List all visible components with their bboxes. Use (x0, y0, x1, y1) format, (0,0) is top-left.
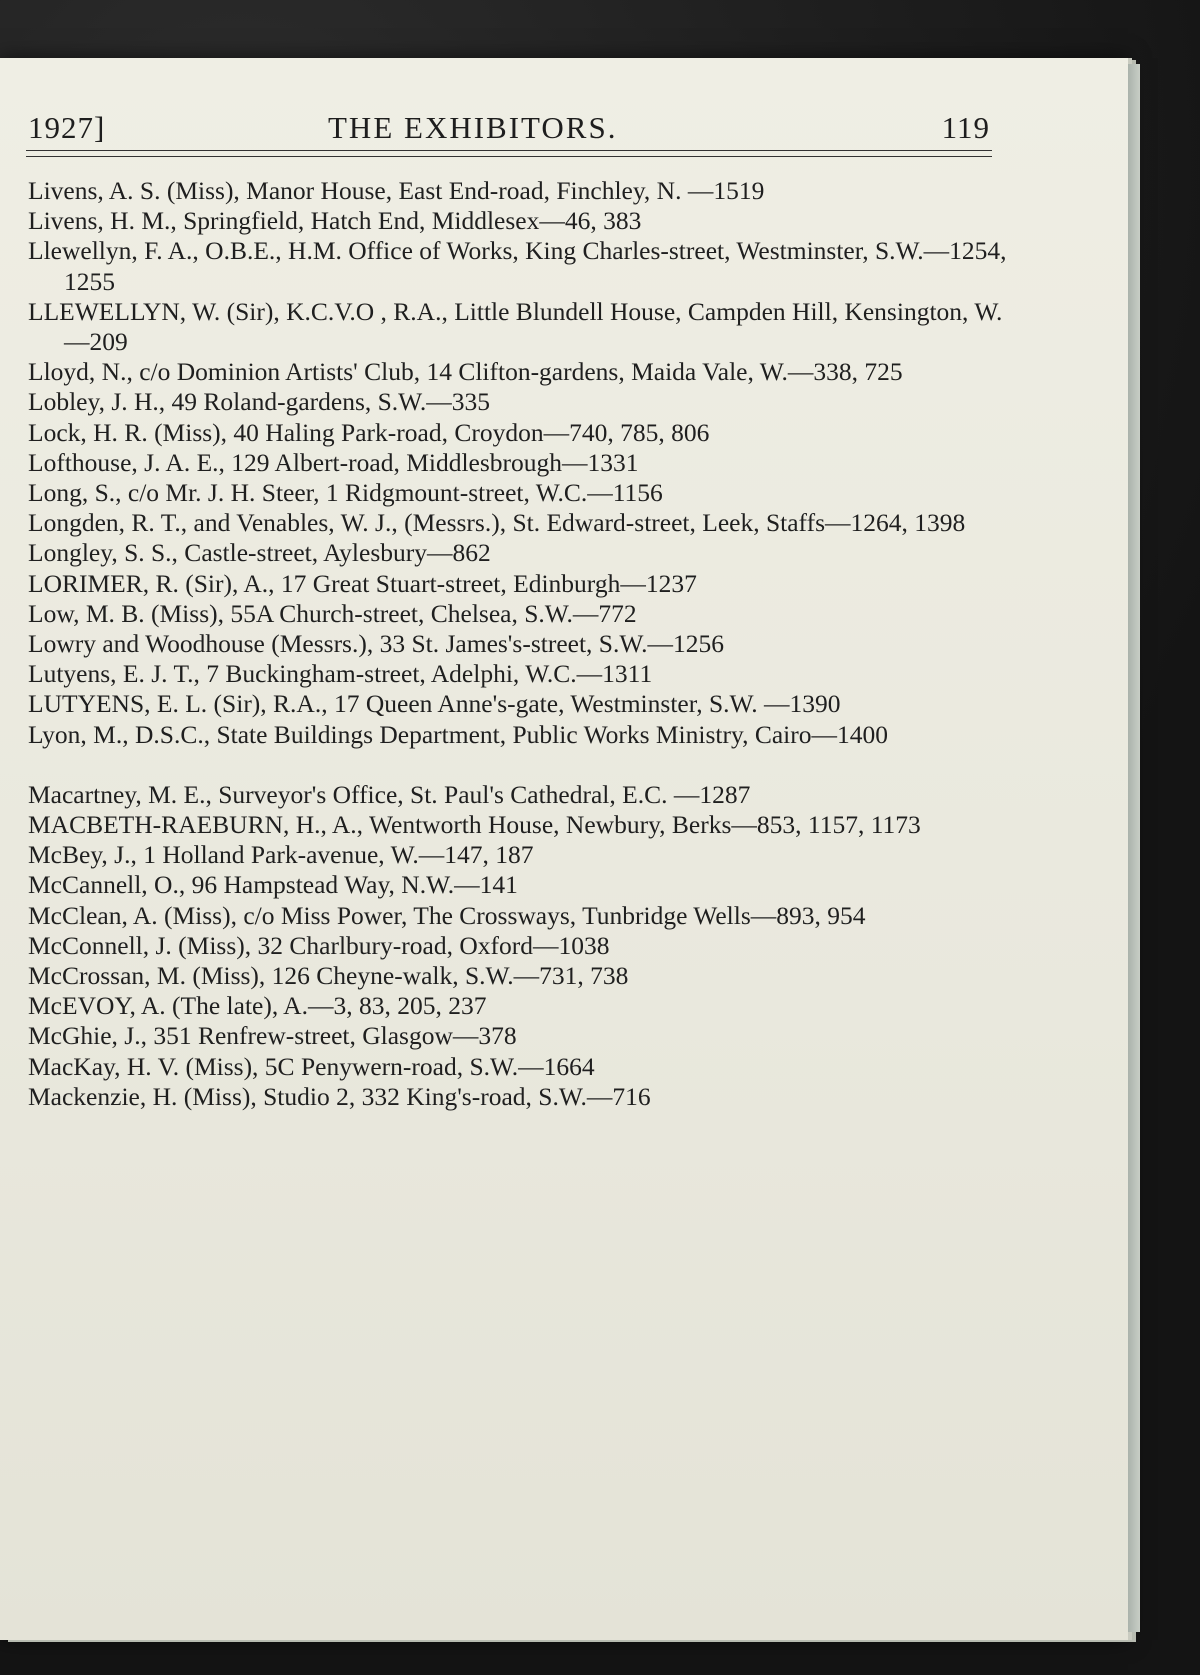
exhibitor-entry: Longden, R. T., and Venables, W. J., (Messrs.), St. Edward-street, Leek, Staffs—1264, 1398 (28, 508, 966, 538)
exhibitor-entry: McBey, J., 1 Holland Park-avenue, W.—147, 187 (28, 840, 534, 870)
header-year: 1927] (28, 110, 106, 145)
exhibitor-entry: Lyon, M., D.S.C., State Buildings Department, Public Works Ministry, Cairo—1400 (28, 719, 888, 749)
exhibitor-entry: Long, S., c/o Mr. J. H. Steer, 1 Ridgmount-street, W.C.—1156 (28, 478, 663, 508)
exhibitor-entry: Livens, H. M., Springfield, Hatch End, Middlesex—46, 383 (28, 206, 642, 236)
exhibitor-entry: Lofthouse, J. A. E., 129 Albert-road, Middlesbrough—1331 (28, 447, 639, 477)
exhibitor-entry: McCrossan, M. (Miss), 126 Cheyne-walk, S.W.—731, 738 (28, 961, 629, 991)
page-edge (1128, 64, 1140, 1632)
exhibitor-entry: Longley, S. S., Castle-street, Aylesbury—862 (28, 538, 491, 568)
exhibitor-entry: McConnell, J. (Miss), 32 Charlbury-road, Oxford—1038 (28, 930, 610, 960)
exhibitor-entry: McClean, A. (Miss), c/o Miss Power, The Crossways, Tunbridge Wells—893, 954 (28, 900, 866, 930)
exhibitor-entry: McCannell, O., 96 Hampstead Way, N.W.—141 (28, 870, 518, 900)
exhibitor-entry: Lutyens, E. J. T., 7 Buckingham-street, Adelphi, W.C.—1311 (28, 659, 653, 689)
exhibitor-entry: McGhie, J., 351 Renfrew-street, Glasgow—378 (28, 1021, 517, 1051)
exhibitor-entry: Macartney, M. E., Surveyor's Office, St. Paul's Cathedral, E.C. —1287 (28, 779, 751, 809)
exhibitor-list (28, 176, 1008, 1112)
exhibitor-entry: LLEWELLYN, W. (Sir), K.C.V.O , R.A., Little Blundell House, Campden Hill, Kensington, W.—209 (28, 296, 1003, 357)
header-rule-thin (26, 156, 992, 157)
exhibitor-entry: McEVOY, A. (The late), A.—3, 83, 205, 237 (28, 991, 487, 1021)
exhibitor-entry: LUTYENS, E. L. (Sir), R.A., 17 Queen Anne's-gate, Westminster, S.W. —1390 (28, 689, 841, 719)
exhibitor-entry: LORIMER, R. (Sir), A., 17 Great Stuart-street, Edinburgh—1237 (28, 568, 697, 598)
exhibitor-entry: Llewellyn, F. A., O.B.E., H.M. Office of Works, King Charles-street, Westminster, S.W.—1254, 1255 (28, 236, 1007, 296)
page-number: 119 (941, 110, 990, 145)
header-title: THE EXHIBITORS. (328, 110, 618, 145)
exhibitor-entry: MacKay, H. V. (Miss), 5C Penywern-road, S.W.—1664 (28, 1051, 595, 1081)
header-rule-thick (26, 150, 992, 151)
exhibitor-entry: Low, M. B. (Miss), 55A Church-street, Chelsea, S.W.—772 (28, 598, 637, 628)
exhibitor-entry: Livens, A. S. (Miss), Manor House, East End-road, Finchley, N. —1519 (28, 176, 765, 205)
exhibitor-entry: Lloyd, N., c/o Dominion Artists' Club, 14 Clifton-gardens, Maida Vale, W.—338, 725 (28, 357, 903, 387)
exhibitor-entry: Mackenzie, H. (Miss), Studio 2, 332 King's-road, S.W.—716 (28, 1081, 651, 1111)
exhibitor-entry: Lowry and Woodhouse (Messrs.), 33 St. James's-street, S.W.—1256 (28, 629, 724, 659)
exhibitor-entry: Lobley, J. H., 49 Roland-gardens, S.W.—335 (28, 387, 491, 417)
exhibitor-entry: MACBETH-RAEBURN, H., A., Wentworth House, Newbury, Berks—853, 1157, 1173 (28, 810, 921, 840)
exhibitor-entry: Lock, H. R. (Miss), 40 Haling Park-road, Croydon—740, 785, 806 (28, 417, 710, 447)
